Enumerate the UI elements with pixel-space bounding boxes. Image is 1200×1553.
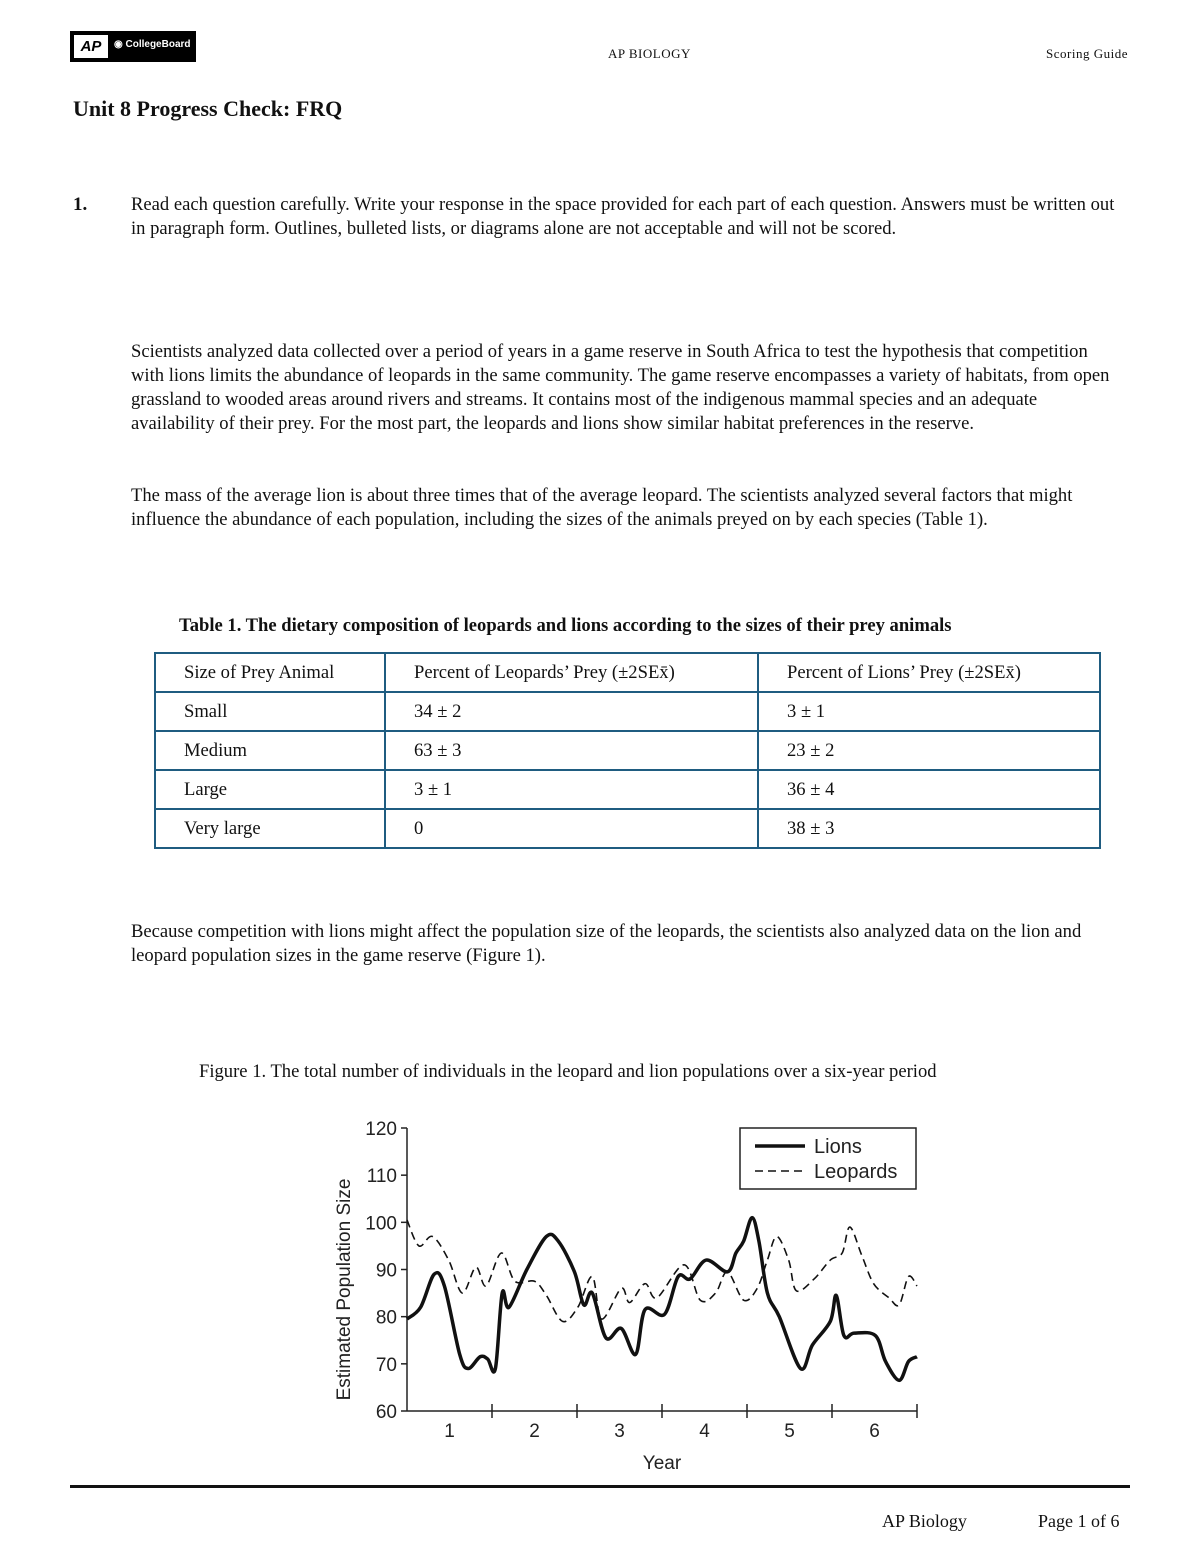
legend-label-lions: Lions (814, 1136, 862, 1158)
cell: 0 (385, 809, 758, 848)
paragraph-2: The mass of the average lion is about three times that of the average leopard. The scientists analyzed several factors that might influence the abundance of each population, including the sizes of the animals preyed on by each species (Table 1). (131, 485, 1073, 530)
footer-divider (70, 1485, 1130, 1488)
x-tick-label: 2 (529, 1421, 540, 1442)
cell: 36 ± 4 (758, 770, 1100, 809)
y-tick-label: 110 (366, 1166, 397, 1188)
paragraph-1: Scientists analyzed data collected over a period of years in a game reserve in South Africa to test the hypothesis that competition with lions limits the abundance of leopards in the same community. The game reserve encompasses a variety of habitats, from open grassland to wooded areas around rivers and streams. It contains most of the indigenous mammal species and an adequate availability of their prey. For the most part, the leopards and lions show similar habitat preferences in the reserve. (131, 341, 1110, 434)
table-row (155, 731, 1100, 770)
cell: Small (155, 692, 385, 731)
x-axis-label: Year (642, 1453, 682, 1474)
cell: 3 ± 1 (758, 692, 1100, 731)
cell: 3 ± 1 (385, 770, 758, 809)
cell: 38 ± 3 (758, 809, 1100, 848)
header-subject: AP BIOLOGY (608, 46, 691, 61)
population-chart (320, 1110, 940, 1480)
y-tick-label: 80 (375, 1307, 397, 1329)
x-tick-label: 3 (614, 1421, 625, 1442)
instructions: Read each question carefully. Write your response in the space provided for each part of each question. Answers must be written out in paragraph form. Outlines, bulleted lists, or diagrams alone are not acceptable and will not be scored. (131, 194, 1115, 239)
y-tick-label: 120 (365, 1119, 397, 1140)
ap-logo-mark: AP (74, 35, 108, 58)
table-row (155, 770, 1100, 809)
page-title: Unit 8 Progress Check: FRQ (73, 96, 343, 121)
footer-page-number: Page 1 of 6 (1038, 1511, 1120, 1531)
series-line-leopards (407, 1220, 917, 1322)
cell: Medium (155, 731, 385, 770)
y-tick-label: 70 (375, 1354, 397, 1376)
paragraph-3: Because competition with lions might affect the population size of the leopards, the scientists also analyzed data on the lion and leopard population sizes in the game reserve (Figure 1). (131, 921, 1082, 966)
cell: 23 ± 2 (758, 731, 1100, 770)
cell: Large (155, 770, 385, 809)
cell: Very large (155, 809, 385, 848)
x-tick-label: 1 (444, 1421, 455, 1442)
cell: 63 ± 3 (385, 731, 758, 770)
table-row (155, 809, 1100, 848)
prey-table (154, 652, 1101, 849)
series-line-lions (407, 1218, 917, 1381)
header-cell: Percent of Lions’ Prey (±2SEx̄) (758, 653, 1100, 692)
footer-course: AP Biology (882, 1511, 967, 1531)
y-axis-label: Estimated Population Size (334, 1178, 355, 1401)
x-tick-label: 4 (699, 1421, 710, 1442)
header-cell: Percent of Leopards’ Prey (±2SEx̄) (385, 653, 758, 692)
cell: 34 ± 2 (385, 692, 758, 731)
x-tick-label: 5 (784, 1421, 795, 1442)
table-row (155, 692, 1100, 731)
y-tick-label: 100 (365, 1213, 397, 1235)
table-caption: Table 1. The dietary composition of leopards and lions according to the sizes of their prey animals (179, 615, 952, 636)
college-board-logo-mark: ◉ CollegeBoard (114, 39, 191, 50)
legend-label-leopards: Leopards (814, 1161, 898, 1183)
header-cell: Size of Prey Animal (155, 653, 385, 692)
question-number: 1. (73, 194, 88, 215)
table-header-row (155, 653, 1100, 692)
x-tick-label: 6 (869, 1421, 880, 1442)
y-tick-label: 90 (375, 1260, 397, 1282)
y-tick-label: 60 (375, 1402, 397, 1423)
ap-college-board-logo (70, 31, 196, 62)
header-scoring-guide: Scoring Guide (1046, 46, 1128, 61)
figure-caption: Figure 1. The total number of individuals in the leopard and lion populations over a six-year period (199, 1061, 937, 1082)
